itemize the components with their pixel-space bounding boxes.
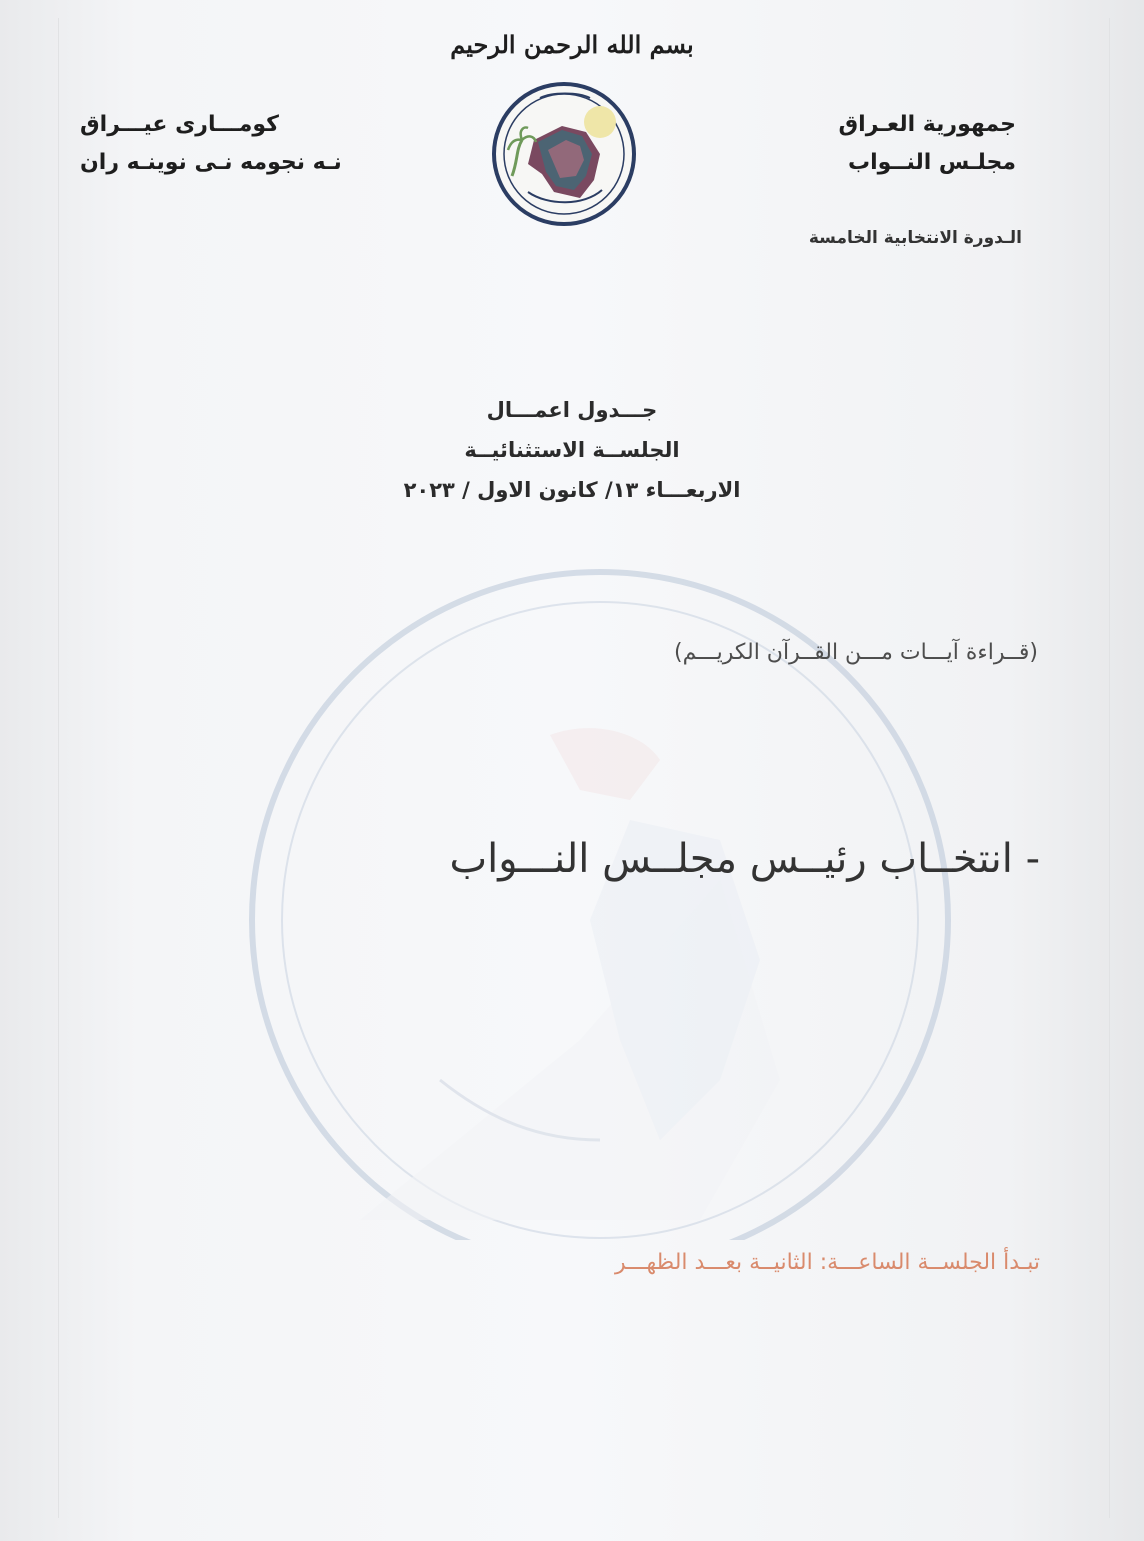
council-name-kurdish: نـه نجومه نـى نوينـه ران — [80, 150, 342, 175]
session-start-time: تبـدأ الجلســة الساعـــة: الثانيــة بعـــد الظهـــر — [615, 1250, 1040, 1275]
session-type: الجلســة الاستثنائيــة — [464, 438, 680, 462]
agenda-item-quran: (قــراءة آيـــات مـــن القــرآن الكريـــم) — [674, 640, 1038, 665]
agenda-title: جـــدول اعمـــال — [486, 398, 658, 422]
electoral-term: الـدورة الانتخابية الخامسة — [808, 228, 1022, 248]
parliament-emblem-icon — [488, 80, 640, 228]
country-name: جمهورية العـراق — [838, 112, 1016, 137]
session-date: الاربعـــاء ١٣/ كانون الاول / ٢٠٢٣ — [403, 478, 741, 502]
council-name: مجلـس النــواب — [848, 150, 1016, 175]
country-name-kurdish: كومـــارى عيـــراق — [80, 112, 279, 137]
agenda-item-election: - انتخــاب رئيــس مجلــس النـــواب — [449, 836, 1040, 882]
basmala: بسم الله الرحمن الرحيم — [450, 30, 694, 59]
